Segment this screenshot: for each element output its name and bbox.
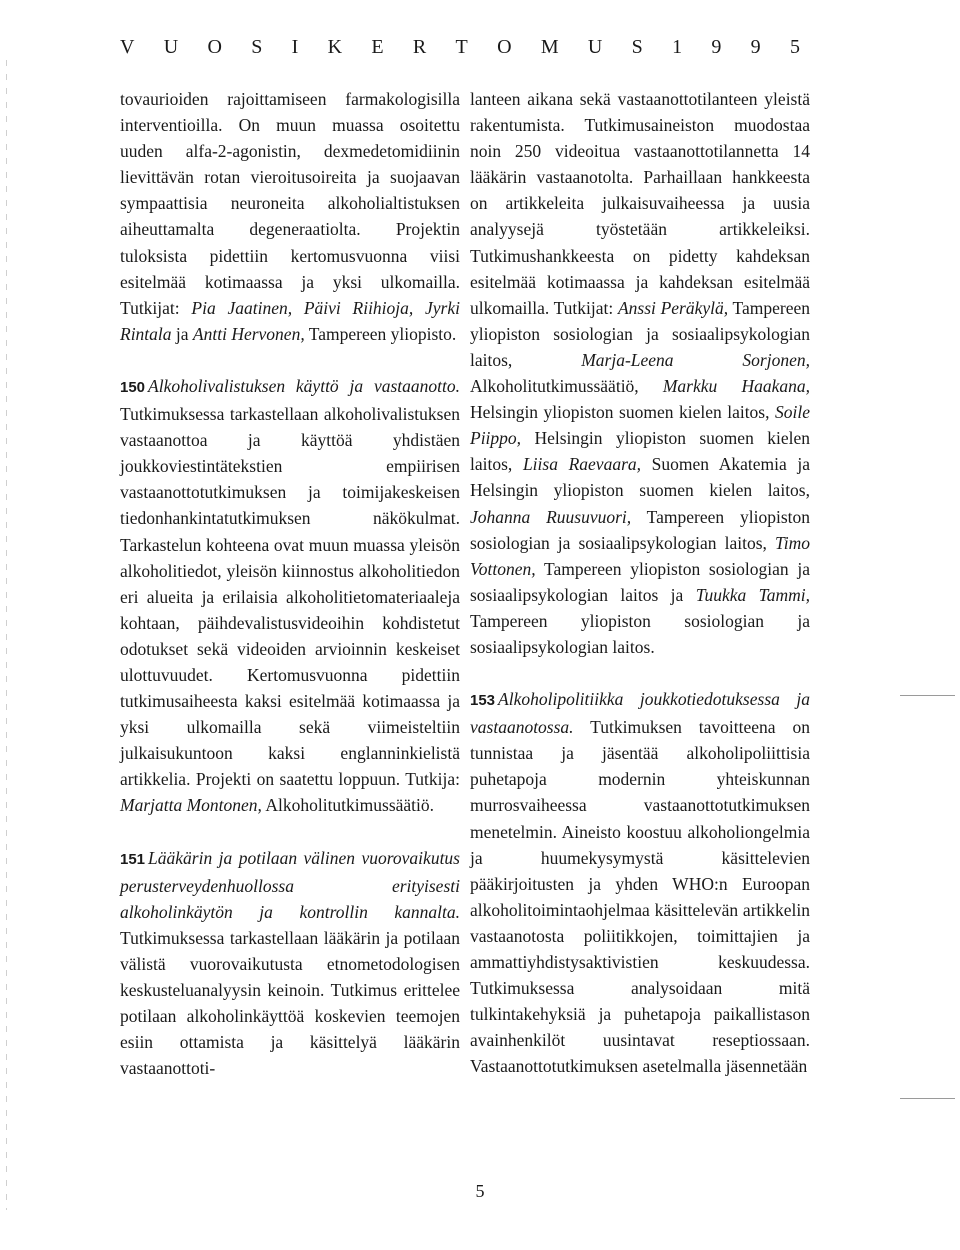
header-letter: U [163, 36, 179, 58]
left-column [120, 86, 460, 1081]
header-letter: I [291, 36, 299, 58]
page-number: 5 [475, 1181, 485, 1201]
entry-number: 150 [120, 378, 146, 396]
paragraph-continued [470, 86, 810, 660]
entry-title: Alkoholivalistuksen käyttö ja vastaanotto. [148, 375, 460, 396]
entry-text: Tutkimuksessa tarkastellaan alkoholivalistuksen vastaanottoa ja käyttöä yhdistäen joukkoviestintätekstien empiirisen vastaanottotutkimuksen ja toimijakeskeisen tiedonhankintatutkimuksen näkökulmat. Tarkastelun kohteena ovat muun muassa yleisön alkoholitiedot, yleisön kiinnostus alkoholitiedon eri alueita ja erilaisia alkoholitietomateriaaleja kohtaan, päihdevalistusvideoihin kohdistetut odotukset sekä videoiden arvioinnin keskeiset ulottuvuudet. Kertomusvuonna pidettiin tutkimusaiheesta kaksi esitelmää kotimaassa ja yksi ulkomailla sekä viimeisteltiin julkaisukuntoon kaksi englanninkielistä artikkelia. Projekti on saatettu loppuun. Tutkija: [120, 404, 460, 790]
entry-text: Tutkimuksen tavoitteena on tunnistaa ja jäsentää alkoholipoliittisia puhetapoja modernin yhteiskunnan murrosvaiheessa vastaanottotutkimuksen menetelmin. Aineisto koostuu alkoholiongelmia ja huumekysymystä käsittelevien pääkirjoitusten ja yhden WHO:n Euroopan alkoholitoimintaohjelmaa käsittelevän artikkelin vastaanotosta poliitikkojen, toimittajien ja ammattiyhdistysaktivistien keskuudessa. Tutkimuksessa analysoidaan mitä tulkintakehyksiä ja puhetapoja paikallistason avainhenkilöt uusintavat reseptiossaan. Vastaanottotutkimuksen asetelmalla jäsennetään [470, 717, 810, 1077]
paragraph-text: tovaurioiden rajoittamiseen farmakologisilla interventioilla. On muun muassa osoitettu uuden alfa-2-agonistin, dexmedetomidiinin lievittävän rotan vieroitusoireita ja suojaavan sympaattisia neuroneita alkoholialtistuksen aiheuttamalta degeneraatiolta. Projektin tuloksista pidettiin kertomusvuonna viisi esitelmää kotimaassa ja yksi ulkomailla. Tutkijat: [120, 89, 460, 318]
header-letter: O [207, 36, 222, 58]
header-letter: S [251, 36, 263, 58]
paragraph-continued [120, 86, 460, 347]
affiliation-text: Alkoholitutkimussäätiö. [261, 795, 435, 816]
running-header [120, 36, 800, 59]
header-letter: 9 [711, 36, 722, 58]
entry-150 [120, 373, 460, 819]
affiliation-text: Tampereen yliopisto. [304, 323, 457, 344]
researcher-name: Markku Haakana, [662, 376, 810, 397]
researcher-name: Soile Piippo, [470, 402, 810, 449]
entry-title: Alkoholipolitiikka joukkotiedotuksessa ja vastaanotossa. [470, 689, 810, 738]
entry-number: 151 [120, 850, 146, 868]
scan-mark [900, 695, 955, 696]
researcher-name: Johanna Ruusuvuori, [470, 506, 632, 527]
header-letter: U [587, 36, 603, 58]
header-letter: R [412, 36, 427, 58]
researcher-name: Antti Hervonen, [192, 323, 305, 344]
header-letter: E [371, 36, 384, 58]
researcher-name: Timo Vottonen, [470, 532, 810, 579]
affiliation-text: Suomen Akatemia ja Helsingin yliopiston suomen kielen laitos, [470, 454, 810, 501]
researcher-name: Marjatta Montonen, [120, 795, 262, 816]
entry-title: Lääkärin ja potilaan välinen vuorovaikutus perusterveydenhuollossa erityisesti alkoholinkäytön ja kontrollin kannalta. [120, 847, 460, 922]
header-letter: 9 [750, 36, 761, 58]
affiliation-text: Alkoholitutkimussäätiö, [470, 376, 663, 397]
header-letter: K [327, 36, 343, 58]
scan-mark [900, 1098, 955, 1099]
researcher-name: Liisa Raevaara, [522, 454, 642, 475]
affiliation-text: Tampereen yliopiston sosiologian ja sosiaalipsykologian laitos ja [470, 558, 810, 605]
scan-edge-line [6, 60, 7, 1210]
affiliation-text: Tampereen yliopiston sosiologian ja sosiaalipsykologian laitos, [470, 506, 810, 553]
researcher-name: Marja-Leena Sorjonen, [581, 349, 810, 370]
entry-number: 153 [470, 692, 496, 710]
conjunction-text: ja [171, 323, 193, 344]
header-letter: S [631, 36, 643, 58]
affiliation-text: Helsingin yliopiston suomen kielen laitos, [470, 402, 775, 423]
researcher-name: Anssi Peräkylä, [617, 297, 729, 318]
header-letter: 1 [672, 36, 683, 58]
header-letter: O [497, 36, 512, 58]
entry-151 [120, 845, 460, 1082]
header-letter: T [455, 36, 468, 58]
affiliation-text: Tampereen yliopiston sosiologian ja sosiaalipsykologian laitos. [470, 610, 810, 657]
entry-153 [470, 686, 810, 1079]
header-letter: M [540, 36, 559, 58]
header-letter: 5 [789, 36, 800, 58]
researcher-name: Tuukka Tammi, [695, 584, 810, 605]
paragraph-text: lanteen aikana sekä vastaanottotilanteen yleistä rakentumista. Tutkimusaineiston muodostaa noin 250 videoitua vastaanottotilannetta 14 lääkärin vastaanotolta. Parhaillaan hankkeesta on artikkeleita julkaisuvaiheessa ja uusia analyysejä työstetään artikkeleiksi. Tutkimushankkeesta on pidetty kahdeksan esitelmää kotimaassa ja kahdeksan esitelmää ulkomailla. Tutkijat: [470, 89, 810, 318]
header-letter: V [120, 36, 135, 58]
entry-text: Tutkimuksessa tarkastellaan lääkärin ja potilaan välistä vuorovaikutusta etnometodologisen keskusteluanalyysin keinoin. Tutkimus erittelee potilaan alkoholinkäyttöä koskevien teemojen esiin ottamista ja käsittelyä lääkärin vastaanottoti- [120, 927, 460, 1079]
right-column [470, 86, 810, 1079]
affiliation-text: Tampereen yliopiston sosiologian ja sosiaalipsykologian laitos, [470, 297, 811, 370]
affiliation-text: Helsingin yliopiston suomen kielen laitos, [470, 428, 810, 475]
researcher-names: Pia Jaatinen, Päivi Riihioja, Jyrki Rintala [120, 297, 460, 344]
